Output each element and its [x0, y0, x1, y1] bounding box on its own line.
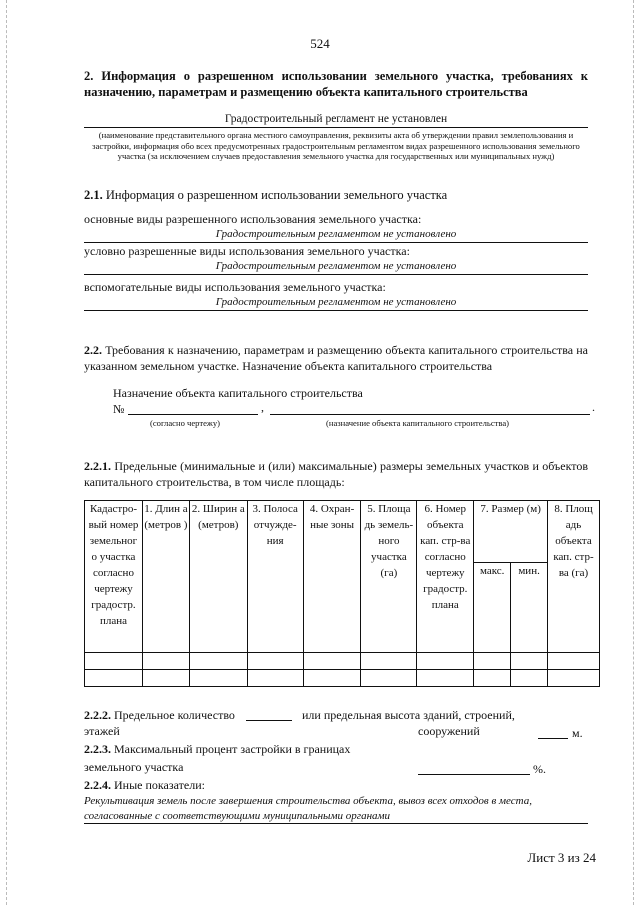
table-cell	[142, 653, 189, 670]
table-cell	[474, 670, 511, 687]
table-cell	[361, 670, 417, 687]
section-2-2-3-number: 2.2.3.	[84, 742, 111, 756]
section-2-2-4-number: 2.2.4.	[84, 778, 111, 792]
header-width: 2. Ширин а (метров)	[189, 501, 247, 653]
auxiliary-uses-label: вспомогательные виды использования земельного участка:	[84, 280, 386, 294]
table-cell	[361, 653, 417, 670]
section-2-2-3-text: Максимальный процент застройки в границах	[114, 742, 351, 756]
section-2-2-4-text: Иные показатели:	[114, 778, 205, 792]
conditional-uses-value: Градостроительным регламентом не установлено	[215, 260, 457, 272]
section-2-number: 2.	[84, 69, 94, 83]
parameters-table	[84, 500, 600, 687]
other-indicators-value: Рекультивация земель после завершения строительства объекта, вывоз всех отходов в места, согласованные с соответствующими муниципальными органами	[84, 795, 532, 822]
header-cadastral-number: Кадастро-вый номер земельног о участка согласно чертежу градостр. плана	[85, 501, 143, 653]
conditional-uses-label: условно разрешенные виды использования земельного участка:	[84, 244, 410, 258]
section-2-1-heading	[84, 188, 447, 203]
header-size-min: мин.	[511, 563, 548, 653]
table-cell	[474, 653, 511, 670]
purpose-label: Назначение объекта капитального строительства	[113, 386, 363, 400]
structures-label: сооружений	[418, 724, 480, 738]
drawing-number-line	[128, 414, 258, 415]
regulation-text: Градостроительный регламент не установлен	[224, 113, 448, 125]
section-2-heading	[84, 68, 588, 100]
section-2-2-3	[84, 742, 350, 757]
page-edge-right	[633, 0, 634, 905]
comma-separator: ,	[261, 400, 264, 414]
auxiliary-uses-value: Градостроительным регламентом не установлено	[215, 296, 457, 308]
page-edge-left	[6, 0, 7, 905]
percent-value-line	[418, 774, 530, 775]
section-2-2-1-heading	[84, 458, 588, 490]
main-uses-underline	[84, 242, 588, 243]
main-uses-value: Градостроительным регламентом не установлено	[215, 228, 457, 240]
table-cell	[303, 670, 361, 687]
table-cell	[85, 653, 143, 670]
height-unit: м.	[572, 726, 583, 740]
floors-label: этажей	[84, 724, 120, 738]
sheet-counter: Лист 3 из 24	[527, 850, 596, 865]
section-2-2-2-number: 2.2.2.	[84, 708, 111, 722]
percent-unit: %.	[533, 762, 546, 776]
header-protection-zones: 4. Охран-ные зоны	[303, 501, 361, 653]
section-2-1-title: Информация о разрешенном использовании земельного участка	[105, 188, 448, 202]
section-2-2-3-text2: земельного участка	[84, 760, 184, 774]
height-value-line	[538, 738, 568, 739]
table-cell	[247, 670, 303, 687]
section-2-1-number: 2.1.	[84, 188, 103, 202]
main-uses-label: основные виды разрешенного использования земельного участка:	[84, 212, 422, 226]
table-cell	[548, 653, 600, 670]
floors-value-line	[246, 720, 292, 721]
period-mark: .	[592, 400, 595, 414]
header-object-area: 8. Площ адь объекта кап. стр-ва (га)	[548, 501, 600, 653]
header-length: 1. Длин а (метров )	[142, 501, 189, 653]
purpose-value-line	[270, 414, 590, 415]
section-2-title: Информация о разрешенном использовании земельного участка, требованиях к назначению, параметрам и размещению объекта капитального строительства	[84, 69, 589, 99]
header-size: 7. Размер (м)	[474, 501, 548, 563]
header-exclusion-strip: 3. Полоса отчужде-ния	[247, 501, 303, 653]
table-cell	[142, 670, 189, 687]
section-2-2-1-number: 2.2.1.	[84, 459, 111, 473]
conditional-uses-underline	[84, 274, 588, 275]
table-cell	[511, 670, 548, 687]
section-2-2-heading	[84, 342, 588, 374]
note-drawing: (согласно чертежу)	[150, 418, 221, 428]
section-2-2-title: Требования к назначению, параметрам и размещению объекта капитального строительства на указанном земельном участке. Назначение объекта капитального строительства	[84, 343, 589, 373]
section-2-2-4	[84, 778, 205, 793]
section-2-2-number: 2.2.	[84, 343, 102, 357]
table-cell	[247, 653, 303, 670]
table-cell	[189, 670, 247, 687]
page-number: 524	[310, 36, 330, 51]
header-object-number: 6. Номер объекта кап. стр-ва согласно чертежу градостр. плана	[417, 501, 474, 653]
table-cell	[511, 653, 548, 670]
table-cell	[85, 670, 143, 687]
auxiliary-uses-underline	[84, 310, 588, 311]
section-2-2-2	[84, 708, 235, 723]
section-2-2-2-text2: или предельная высота зданий, строений,	[302, 708, 515, 722]
section-2-2-1-title: Предельные (минимальные и (или) максимальные) размеры земельных участков и объектов капитального строительства, в том числе площадь:	[84, 459, 589, 489]
note-purpose: (назначение объекта капитального строительства)	[326, 418, 510, 428]
section-2-2-2-text1: Предельное количество	[114, 708, 235, 722]
header-size-max: макс.	[474, 563, 511, 653]
table-cell	[189, 653, 247, 670]
table-cell	[417, 670, 474, 687]
other-indicators-underline	[84, 823, 588, 824]
table-cell	[417, 653, 474, 670]
regulation-note: (наименование представительного органа местного самоуправления, реквизиты акта об утверждении правил землепользования и застройки, информация обо всех предусмотренных градостроительным регламентом видах разрешенного использования земельного участка (за исключением случаев предоставления земельного участка для государственных или муниципальных нужд)	[92, 130, 580, 162]
regulation-underline	[84, 127, 588, 128]
table-cell	[548, 670, 600, 687]
header-plot-area: 5. Площа дь земель-ного участка (га)	[361, 501, 417, 653]
table-cell	[303, 653, 361, 670]
number-sign: №	[113, 402, 125, 416]
